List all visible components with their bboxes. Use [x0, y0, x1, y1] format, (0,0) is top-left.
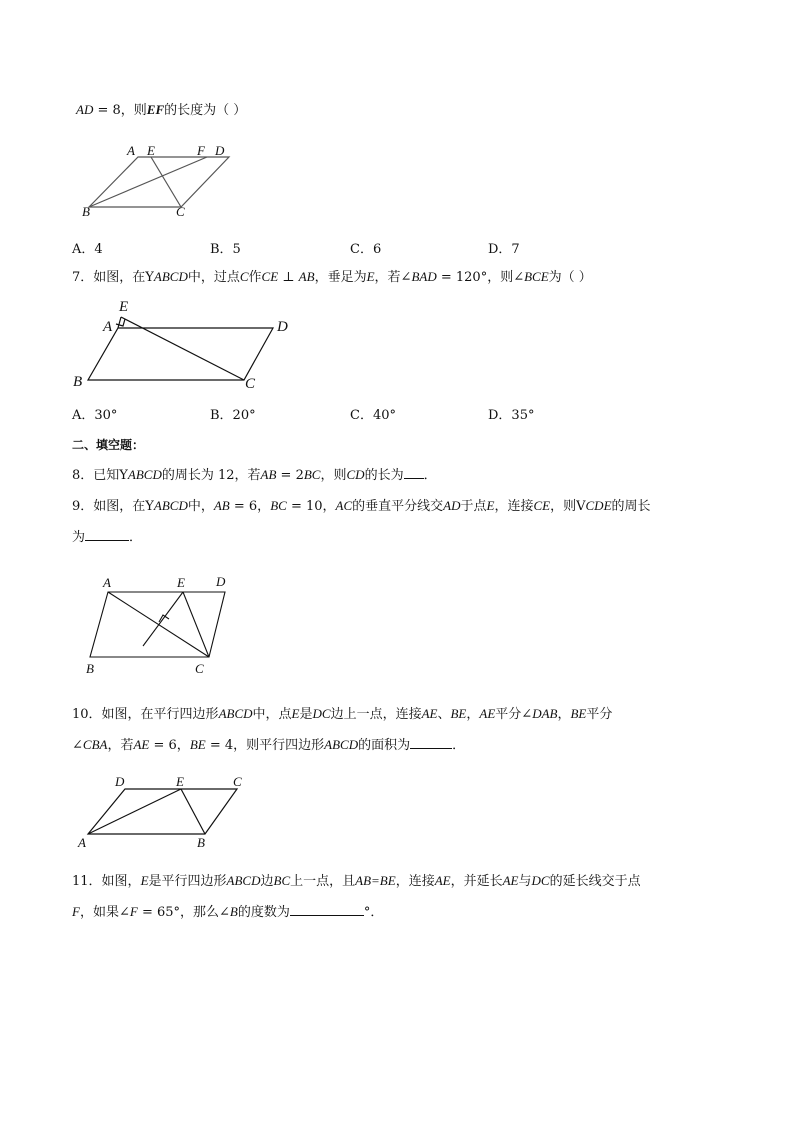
text-fragment: EF	[146, 102, 165, 117]
text-fragment: 中，点	[252, 707, 292, 722]
text-fragment: = 6，	[149, 738, 190, 753]
q7-option-b: B．20°	[210, 408, 256, 423]
q7-label-b: B	[73, 374, 83, 390]
text-fragment: Y	[145, 499, 154, 514]
text-fragment: ，	[557, 707, 571, 722]
text-fragment: BE	[570, 706, 587, 721]
text-fragment: 为	[72, 530, 86, 545]
q6-label-e: E	[147, 143, 155, 158]
q10-label-e: E	[176, 774, 184, 789]
text-fragment: ，若∠	[374, 270, 412, 285]
text-fragment: ABCD	[226, 873, 261, 888]
q9-label-a: A	[103, 575, 111, 590]
q6-label-a: A	[127, 143, 135, 158]
text-fragment: CD	[346, 467, 365, 482]
q9-label-b: B	[86, 661, 94, 676]
q10-segment-ae	[88, 789, 181, 834]
text-fragment: 平分	[586, 707, 613, 722]
text-fragment: BC	[273, 873, 291, 888]
text-fragment: 的延长线交于点	[549, 874, 641, 889]
text-fragment: 的长度为（ ）	[164, 103, 247, 118]
text-fragment: 平分∠	[495, 707, 533, 722]
text-fragment: E	[366, 269, 375, 284]
text-fragment: B	[229, 904, 238, 919]
text-fragment: F	[72, 904, 80, 919]
text-fragment: C	[239, 269, 249, 284]
text-fragment: °．	[363, 905, 384, 920]
q9-label-c: C	[195, 661, 204, 676]
text-fragment: = 2	[276, 468, 304, 483]
text-fragment: AE	[502, 873, 519, 888]
text-fragment: ABCD	[218, 706, 253, 721]
text-fragment: Y	[119, 468, 128, 483]
q7-label-a: A	[103, 319, 113, 335]
text-fragment: AE	[479, 706, 496, 721]
text-fragment: Y	[145, 270, 154, 285]
text-fragment: ，则	[550, 499, 577, 514]
text-fragment: 8．	[72, 468, 94, 483]
text-fragment: CE	[533, 498, 551, 513]
text-fragment: ，并延长	[450, 874, 503, 889]
text-fragment: 如图，在平行四边形	[101, 707, 219, 722]
section-fill-in-blank-title: 二、填空题：	[72, 438, 145, 452]
q10-label-d: D	[115, 774, 125, 789]
text-fragment: ，连接	[494, 499, 534, 514]
q7-label-d: D	[277, 319, 288, 335]
text-fragment: 上一点，且	[290, 874, 356, 889]
text-fragment: F	[129, 904, 138, 919]
text-fragment: 是平行四边形	[148, 874, 227, 889]
text-fragment: = 4，则平行四边形	[205, 738, 325, 753]
text-fragment: 11．	[72, 874, 102, 889]
text-fragment: V	[576, 499, 586, 514]
text-fragment: 的周长为 12，若	[161, 468, 261, 483]
text-fragment: AB	[298, 269, 315, 284]
q10-segment-be	[181, 789, 205, 834]
text-fragment: ．	[129, 530, 143, 545]
text-fragment: 7．	[72, 270, 94, 285]
q6-label-f: F	[197, 143, 205, 158]
text-fragment: ．	[452, 738, 466, 753]
q11-stem-line1	[72, 872, 641, 891]
text-fragment: 为（ ）	[548, 270, 592, 285]
q6-option-c: C．6	[350, 242, 382, 257]
text-fragment: DC	[312, 706, 331, 721]
q7-option-d: D．35°	[488, 408, 535, 423]
text-fragment: 边	[260, 874, 274, 889]
text-fragment: 的面积为	[358, 738, 411, 753]
text-fragment: 是	[299, 707, 313, 722]
text-fragment: CE	[261, 269, 279, 284]
text-fragment: 的度数为	[237, 905, 290, 920]
text-fragment: 于点	[460, 499, 487, 514]
text-fragment: ∠	[72, 738, 83, 753]
text-fragment: ，	[466, 707, 480, 722]
text-fragment: 已知	[93, 468, 120, 483]
text-fragment: AE	[133, 737, 150, 752]
q7-option-c: C．40°	[350, 408, 396, 423]
text-fragment: 中，过点	[187, 270, 240, 285]
text-fragment: BAD	[411, 269, 437, 284]
text-fragment: E	[140, 873, 149, 888]
text-fragment: CDE	[585, 498, 612, 513]
q6-option-a: A．4	[72, 242, 103, 257]
q6-label-c: C	[176, 204, 185, 219]
text-fragment: 边上一点，连接	[330, 707, 422, 722]
q6-option-d: D．7	[488, 242, 520, 257]
text-fragment: ABCD	[153, 498, 188, 513]
text-fragment: DAB	[532, 706, 558, 721]
text-fragment: 、	[437, 707, 451, 722]
text-fragment: 与	[518, 874, 532, 889]
text-fragment: AC	[335, 498, 353, 513]
q7-option-a: A．30°	[72, 408, 118, 423]
text-fragment: ，连接	[395, 874, 435, 889]
text-fragment: ，如果∠	[79, 905, 130, 920]
text-fragment: ABCD	[324, 737, 359, 752]
q7-label-e: E	[119, 299, 129, 315]
text-fragment: = 10，	[286, 499, 336, 514]
text-fragment: AE	[434, 873, 451, 888]
text-fragment: = 6，	[229, 499, 271, 514]
q10-label-b: B	[197, 835, 205, 850]
text-fragment: AD	[76, 102, 94, 117]
text-fragment: = 120°，则∠	[436, 270, 525, 285]
q10-label-a: A	[78, 835, 86, 850]
text-fragment: AE	[421, 706, 438, 721]
q6-label-b: B	[82, 204, 90, 219]
text-fragment: 的垂直平分线交	[352, 499, 444, 514]
text-fragment: 中，	[187, 499, 214, 514]
text-fragment: 9．	[72, 499, 94, 514]
text-fragment: ．	[423, 468, 437, 483]
q11-stem-line2	[72, 903, 383, 922]
text-fragment: 如图，	[101, 874, 141, 889]
text-fragment: ，若	[107, 738, 134, 753]
q9-label-e: E	[177, 575, 185, 590]
text-fragment: BC	[270, 498, 287, 513]
text-fragment: 如图，在	[93, 499, 146, 514]
q10-label-c: C	[233, 774, 242, 789]
text-fragment: E	[291, 706, 300, 721]
text-fragment: 的长为	[364, 468, 404, 483]
q6-label-d: D	[215, 143, 225, 158]
text-fragment: ⊥	[278, 270, 299, 285]
text-fragment: E	[486, 498, 495, 513]
text-fragment: AB=BE	[355, 873, 396, 888]
q11-answer-blank[interactable]	[290, 903, 364, 916]
text-fragment: BE	[450, 706, 467, 721]
text-fragment: BE	[189, 737, 206, 752]
text-fragment: = 8，则	[93, 103, 147, 118]
text-fragment: = 65°，那么∠	[137, 905, 230, 920]
text-fragment: CBA	[82, 737, 108, 752]
text-fragment: BCE	[524, 269, 549, 284]
text-fragment: DC	[531, 873, 550, 888]
text-fragment: ABCD	[127, 467, 162, 482]
q10-parallelogram	[88, 789, 237, 834]
q7-label-c: C	[245, 376, 256, 392]
q6-option-b: B．5	[210, 242, 241, 257]
text-fragment: ABCD	[153, 269, 188, 284]
q9-label-d: D	[216, 574, 226, 589]
text-fragment: AB	[260, 467, 277, 482]
text-fragment: AB	[213, 498, 230, 513]
text-fragment: AD	[443, 498, 461, 513]
text-fragment: ，垂足为	[314, 270, 367, 285]
text-fragment: 10．	[72, 707, 102, 722]
text-fragment: 的周长	[611, 499, 651, 514]
text-fragment: 如图，在	[93, 270, 146, 285]
text-fragment: ，则	[320, 468, 347, 483]
text-fragment: 作	[248, 270, 262, 285]
text-fragment: BC	[303, 467, 321, 482]
